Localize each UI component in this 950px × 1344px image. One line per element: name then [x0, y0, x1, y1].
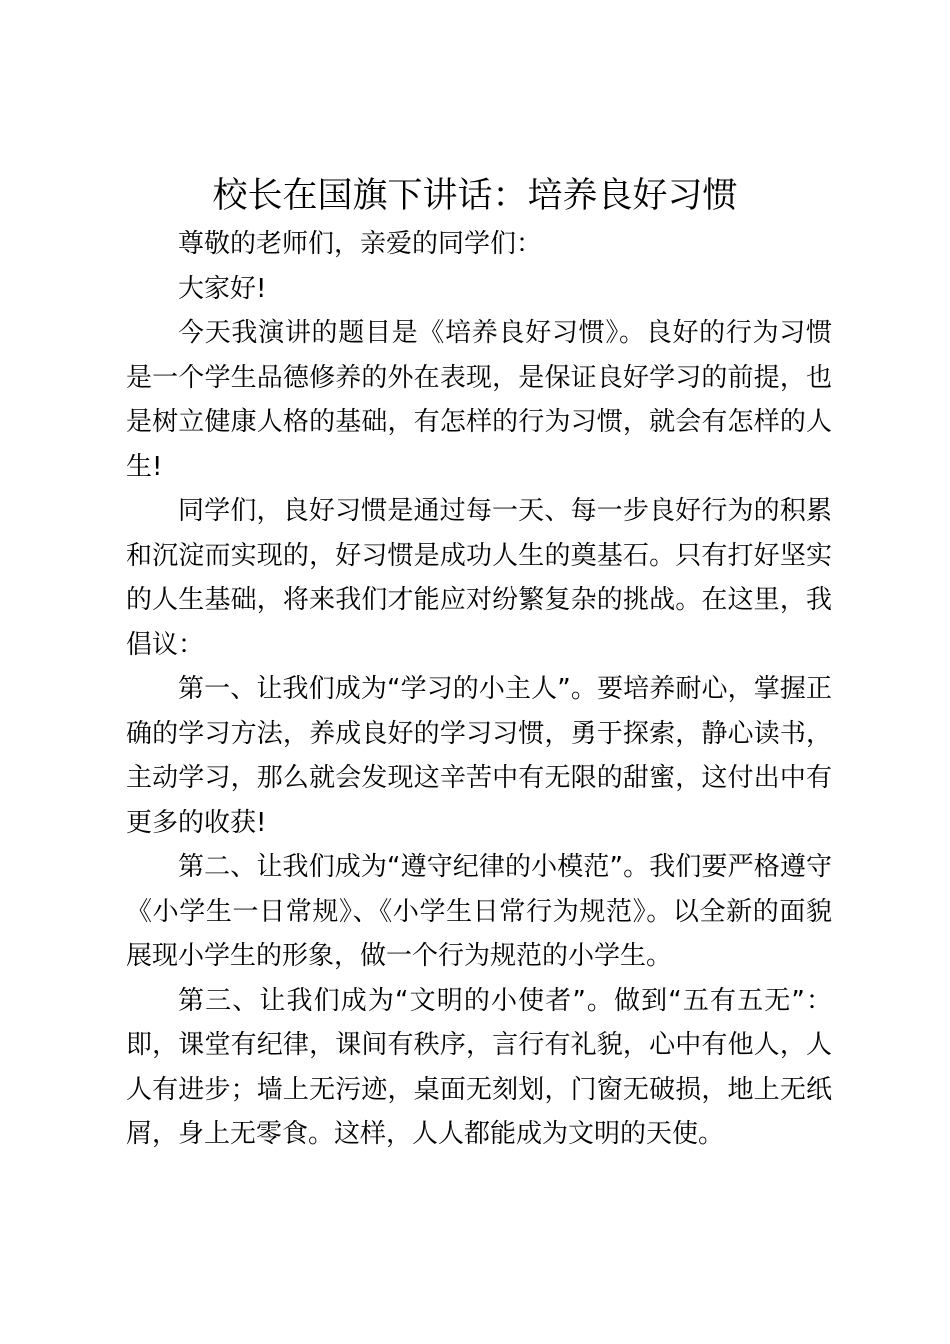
document-body	[126, 222, 832, 1157]
salutation-paragraph: 尊敬的老师们，亲爱的同学们：	[178, 229, 543, 259]
proposal-paragraph: 同学们，良好习惯是通过每一天、每一步良好行为的积累和沉淀而实现的，好习惯是成功人生的奠基石。只有打好坚实的人生基础，将来我们才能应对纷繁复杂的挑战。在这里，我倡议：	[126, 496, 832, 660]
point-three-paragraph: 第三、让我们成为“文明的小使者”。做到“五有五无”：即，课堂有纪律，课间有秩序，言行有礼貌，心中有他人，人人有进步；墙上无污迹，桌面无刻划，门窗无破损，地上无纸屑，身上无零食。这样，人人都能成为文明的天使。	[126, 985, 832, 1149]
greeting-paragraph: 大家好!	[178, 273, 267, 304]
point-two-paragraph: 第二、让我们成为“遵守纪律的小模范”。我们要严格遵守《小学生一日常规》、《小学生日常行为规范》。以全新的面貌展现小学生的形象，做一个行为规范的小学生。	[126, 852, 832, 971]
intro-paragraph: 今天我演讲的题目是《培养良好习惯》。良好的行为习惯是一个学生品德修养的外在表现，是保证良好学习的前提，也是树立健康人格的基础，有怎样的行为习惯，就会有怎样的人生!	[126, 318, 832, 482]
point-one-paragraph: 第一、让我们成为“学习的小主人”。要培养耐心，掌握正确的学习方法，养成良好的学习习惯，勇于探索，静心读书，主动学习，那么就会发现这辛苦中有无限的甜蜜，这付出中有更多的收获!	[126, 674, 832, 838]
document-title: 校长在国旗下讲话：培养良好习惯	[212, 176, 738, 216]
